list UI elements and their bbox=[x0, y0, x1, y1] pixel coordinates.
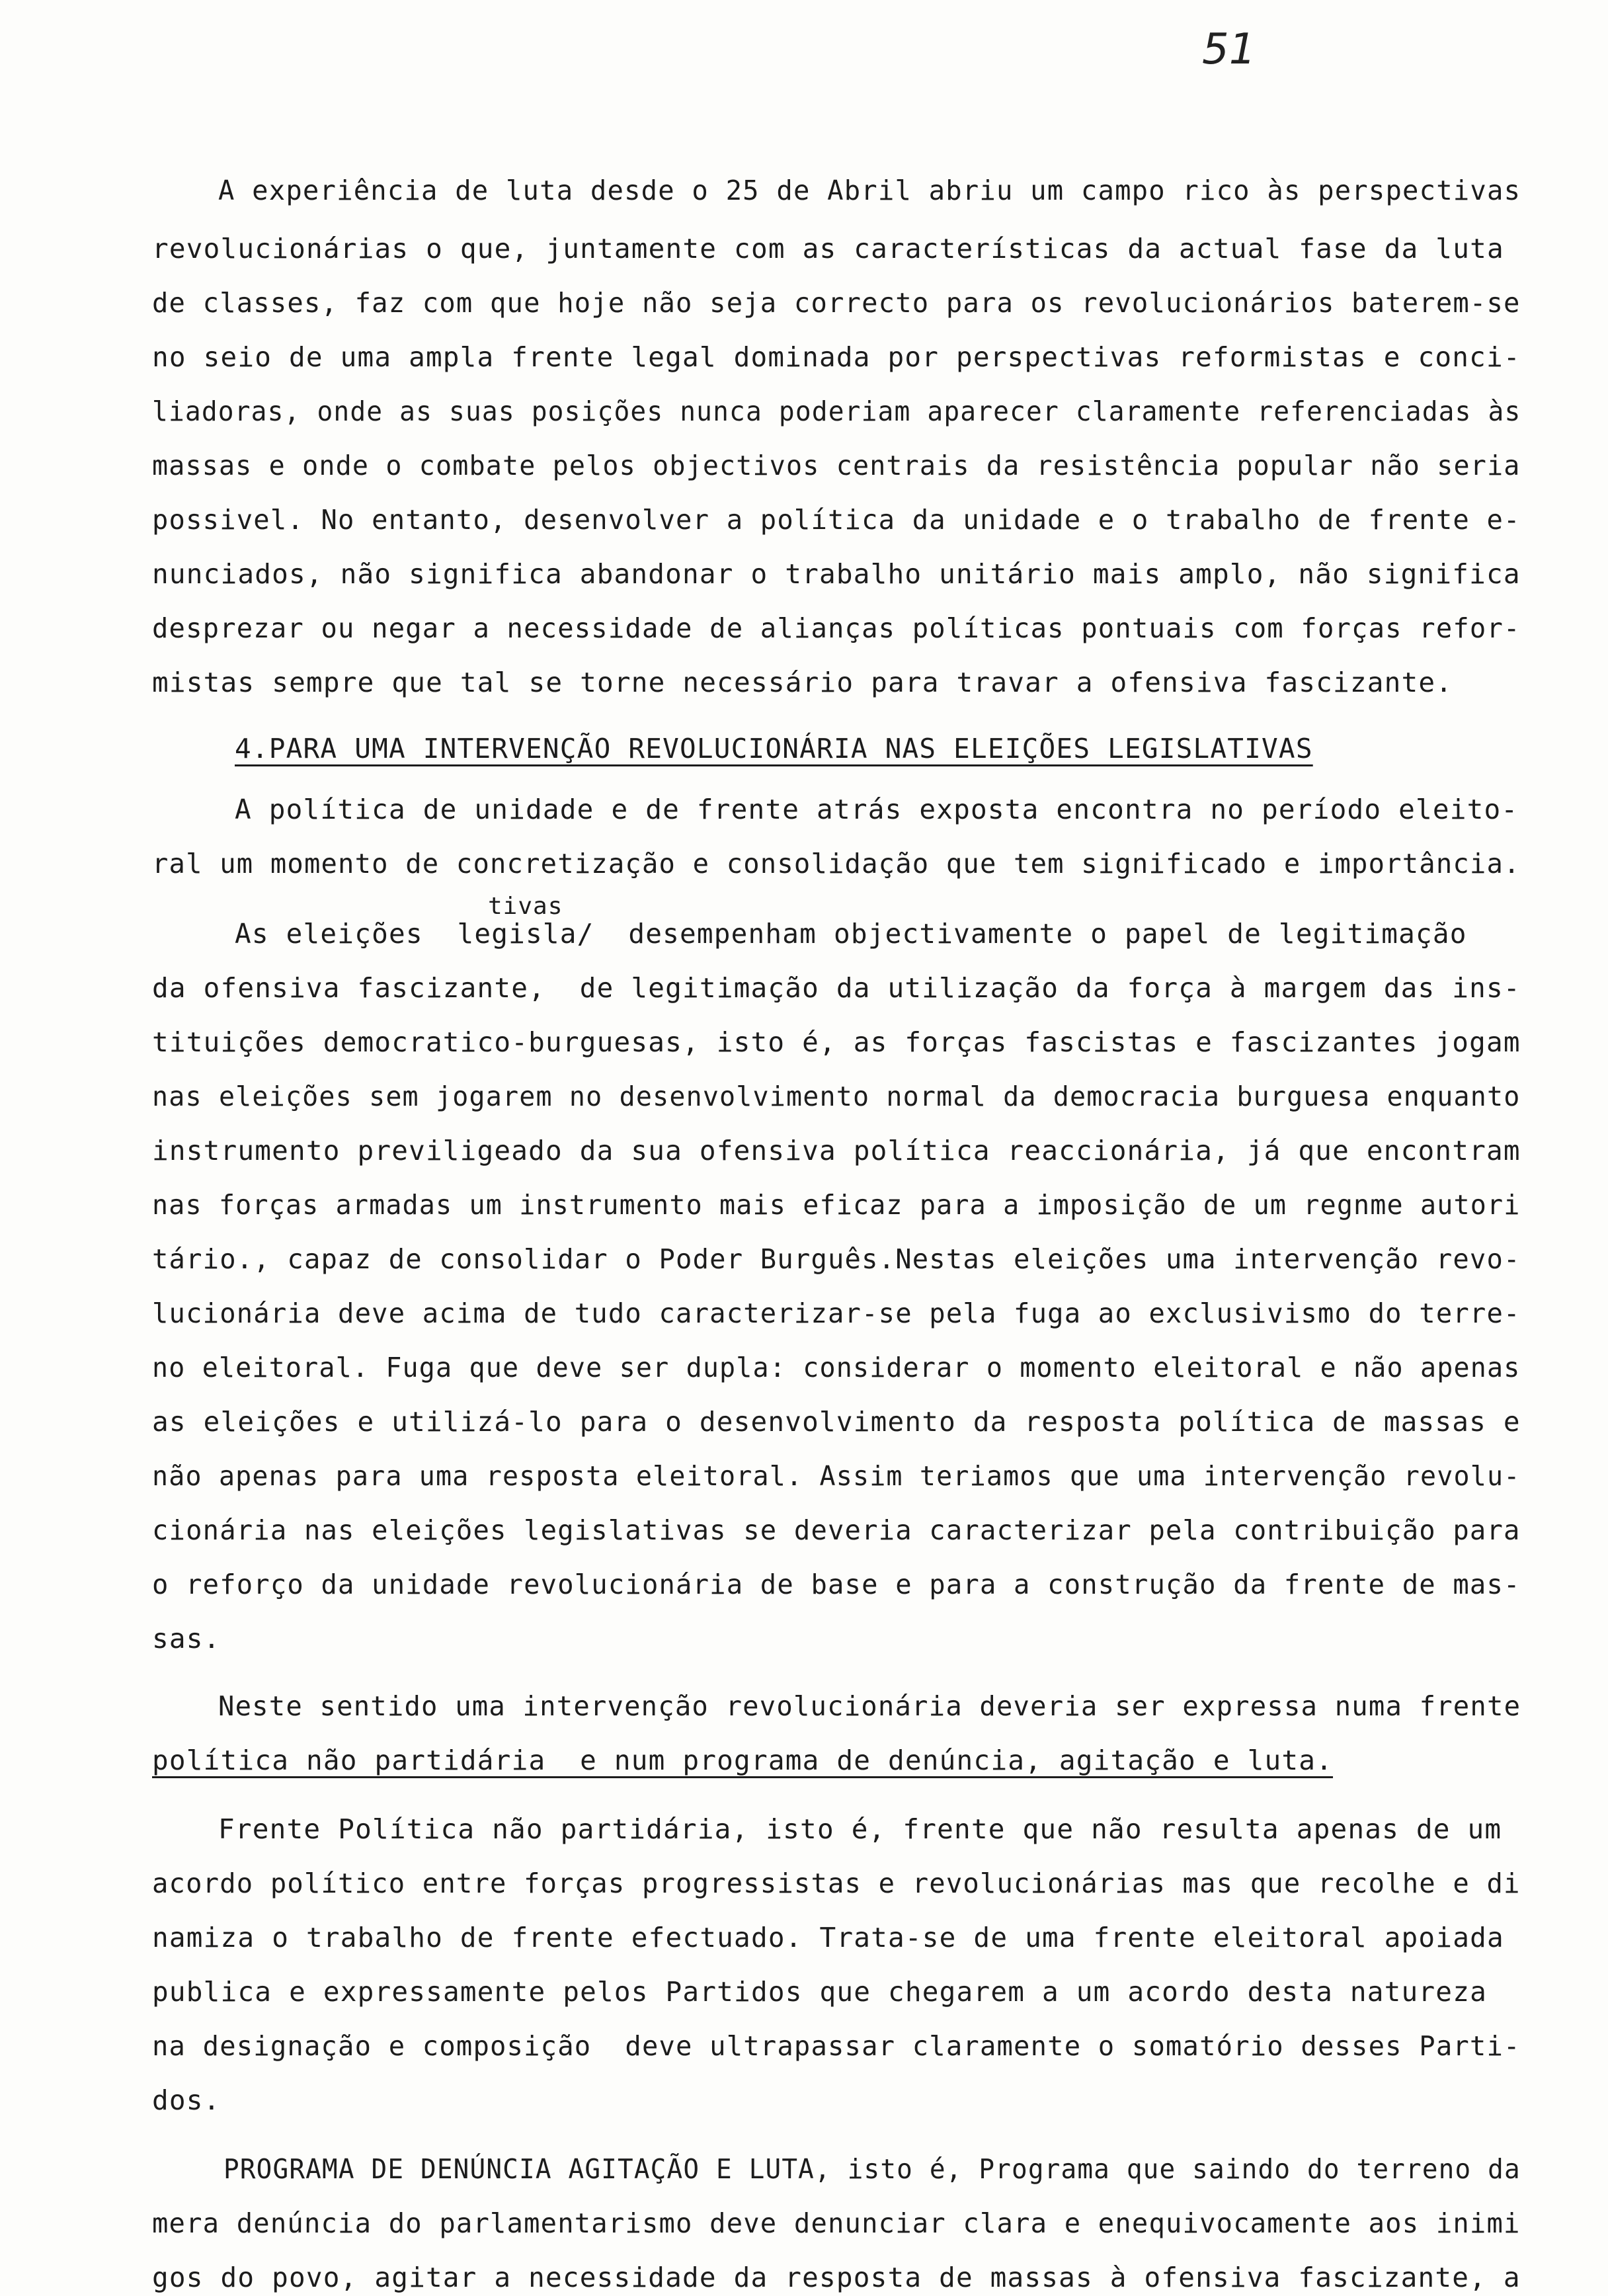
text-line: não apenas para uma resposta eleitoral. Assim teriamos que uma intervenção revolu- bbox=[152, 1460, 1521, 1492]
text-line: massas e onde o combate pelos objectivos centrais da resistência popular não seria bbox=[152, 450, 1521, 481]
section-heading: 4.PARA UMA INTERVENÇÃO REVOLUCIONÁRIA NAS ELEIÇÕES LEGISLATIVAS bbox=[235, 733, 1313, 764]
text-line: mistas sempre que tal se torne necessário para travar a ofensiva fascizante. bbox=[152, 667, 1453, 698]
text-line: revolucionárias o que, juntamente com as características da actual fase da luta bbox=[152, 233, 1504, 265]
text-line: publica e expressamente pelos Partidos que chegarem a um acordo desta natureza bbox=[152, 1976, 1487, 2008]
text-line: Neste sentido uma intervenção revolucionária deveria ser expressa numa frente bbox=[218, 1690, 1521, 1722]
text-line: liadoras, onde as suas posições nunca poderiam aparecer claramente referenciadas às bbox=[152, 395, 1521, 427]
text-line: no seio de uma ampla frente legal dominada por perspectivas reformistas e conci- bbox=[152, 341, 1521, 373]
text-line: As eleições legisla/ desempenham objectivamente o papel de legitimação bbox=[235, 918, 1467, 950]
text-line: acordo político entre forças progressistas e revolucionárias mas que recolhe e di bbox=[152, 1867, 1521, 1899]
text-line: gos do povo, agitar a necessidade da resposta de massas à ofensiva fascizante, a bbox=[152, 2262, 1521, 2293]
text-line: as eleições e utilizá-lo para o desenvolvimento da resposta política de massas e bbox=[152, 1406, 1521, 1438]
text-line: A política de unidade e de frente atrás exposta encontra no período eleito- bbox=[235, 794, 1519, 825]
text-line: possivel. No entanto, desenvolver a política da unidade e o trabalho de frente e- bbox=[152, 504, 1521, 536]
text-line: instrumento previligeado da sua ofensiva política reaccionária, já que encontram bbox=[152, 1135, 1521, 1167]
text-line: namiza o trabalho de frente efectuado. Trata-se de uma frente eleitoral apoiada bbox=[152, 1922, 1504, 1953]
text-line: dos. bbox=[152, 2084, 221, 2116]
text-line: mera denúncia do parlamentarismo deve denunciar clara e enequivocamente aos inimi bbox=[152, 2207, 1521, 2239]
text-line: política não partidária e num programa de denúncia, agitação e luta. bbox=[152, 1744, 1334, 1776]
text-line: desprezar ou negar a necessidade de alianças políticas pontuais com forças refor- bbox=[152, 612, 1521, 644]
text-line: tário., capaz de consolidar o Poder Burguês.Nestas eleições uma intervenção revo- bbox=[152, 1243, 1521, 1275]
handwritten-insertion: tivas bbox=[488, 893, 563, 920]
text-line: da ofensiva fascizante, de legitimação da utilização da força à margem das ins- bbox=[152, 972, 1521, 1004]
text-line: Frente Política não partidária, isto é, frente que não resulta apenas de um bbox=[218, 1813, 1502, 1845]
text-line: nunciados, não significa abandonar o trabalho unitário mais amplo, não significa bbox=[152, 558, 1521, 590]
text-line: de classes, faz com que hoje não seja correcto para os revolucionários baterem-se bbox=[152, 287, 1521, 319]
text-line: A experiência de luta desde o 25 de Abril abriu um campo rico às perspectivas bbox=[218, 175, 1521, 206]
text-line: no eleitoral. Fuga que deve ser dupla: considerar o momento eleitoral e não apenas bbox=[152, 1352, 1521, 1383]
text-line: PROGRAMA DE DENÚNCIA AGITAÇÃO E LUTA, isto é, Programa que saindo do terreno da bbox=[223, 2153, 1521, 2185]
page-number: 51 bbox=[1202, 25, 1256, 74]
text-line: na designação e composição deve ultrapassar claramente o somatório desses Parti- bbox=[152, 2030, 1521, 2062]
text-line: nas eleições sem jogarem no desenvolvimento normal da democracia burguesa enquanto bbox=[152, 1081, 1521, 1112]
text-line: lucionária deve acima de tudo caracterizar-se pela fuga ao exclusivismo do terre- bbox=[152, 1297, 1521, 1329]
text-line: cionária nas eleições legislativas se deveria caracterizar pela contribuição para bbox=[152, 1514, 1521, 1546]
text-line: o reforço da unidade revolucionária de base e para a construção da frente de mas- bbox=[152, 1569, 1521, 1600]
text-line: sas. bbox=[152, 1623, 221, 1655]
text-line: nas forças armadas um instrumento mais eficaz para a imposição de um regnme autori bbox=[152, 1189, 1521, 1221]
text-line: ral um momento de concretização e consolidação que tem significado e importância. bbox=[152, 848, 1521, 880]
text-line: tituições democratico-burguesas, isto é, as forças fascistas e fascizantes jogam bbox=[152, 1026, 1521, 1058]
